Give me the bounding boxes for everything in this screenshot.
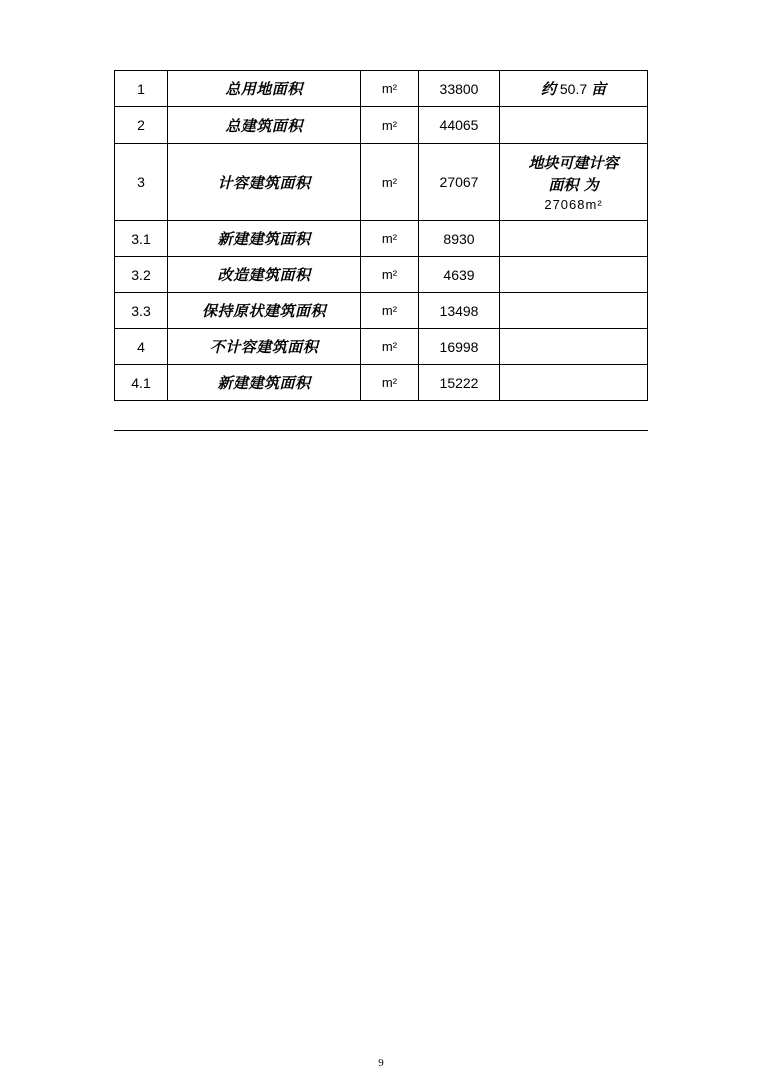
remark: [500, 221, 648, 257]
row-number: 3.1: [115, 221, 168, 257]
row-number: 1: [115, 71, 168, 107]
item-name: 保持原状建筑面积: [168, 293, 361, 329]
unit: m²: [361, 71, 419, 107]
unit: m²: [361, 365, 419, 401]
unit: m²: [361, 144, 419, 221]
table-row: [115, 144, 648, 221]
table-row: [115, 293, 648, 329]
remark: [500, 144, 648, 221]
remark: [500, 329, 648, 365]
item-name: 新建建筑面积: [168, 221, 361, 257]
remark: [500, 107, 648, 144]
item-name: 新建建筑面积: [168, 365, 361, 401]
table-row: [115, 257, 648, 293]
table-row: [115, 71, 648, 107]
value: 33800: [419, 71, 500, 107]
area-table: [114, 70, 648, 401]
unit: m²: [361, 107, 419, 144]
remark-suffix: 亩: [591, 80, 607, 98]
table-row: [115, 107, 648, 144]
row-number: 3.3: [115, 293, 168, 329]
remark: [500, 365, 648, 401]
row-number: 2: [115, 107, 168, 144]
row-number: 4: [115, 329, 168, 365]
table-row: [115, 329, 648, 365]
row-number: 4.1: [115, 365, 168, 401]
remark: [500, 293, 648, 329]
value: 27067: [419, 144, 500, 221]
unit: m²: [361, 329, 419, 365]
value: 4639: [419, 257, 500, 293]
page-number: 9: [378, 1057, 384, 1069]
value: 8930: [419, 221, 500, 257]
table-row: [115, 221, 648, 257]
remark: [500, 257, 648, 293]
remark: [500, 71, 648, 107]
remark-prefix: 约: [540, 80, 556, 98]
unit: m²: [361, 257, 419, 293]
remark-line-1: 地块可建计容: [528, 153, 619, 172]
remark-value: 50.7: [555, 81, 592, 97]
value: 15222: [419, 365, 500, 401]
unit: m²: [361, 293, 419, 329]
table-row: [115, 365, 648, 401]
unit: m²: [361, 221, 419, 257]
value: 13498: [419, 293, 500, 329]
value: 44065: [419, 107, 500, 144]
row-number: 3: [115, 144, 168, 221]
item-name: 总用地面积: [168, 71, 361, 107]
item-name: 改造建筑面积: [168, 257, 361, 293]
item-name: 不计容建筑面积: [168, 329, 361, 365]
row-number: 3.2: [115, 257, 168, 293]
item-name: 计容建筑面积: [168, 144, 361, 221]
remark-line-2: 面积 为: [548, 175, 599, 194]
horizontal-rule: [114, 430, 648, 431]
remark-line-3: 27068m²: [544, 196, 603, 212]
value: 16998: [419, 329, 500, 365]
item-name: 总建筑面积: [168, 107, 361, 144]
